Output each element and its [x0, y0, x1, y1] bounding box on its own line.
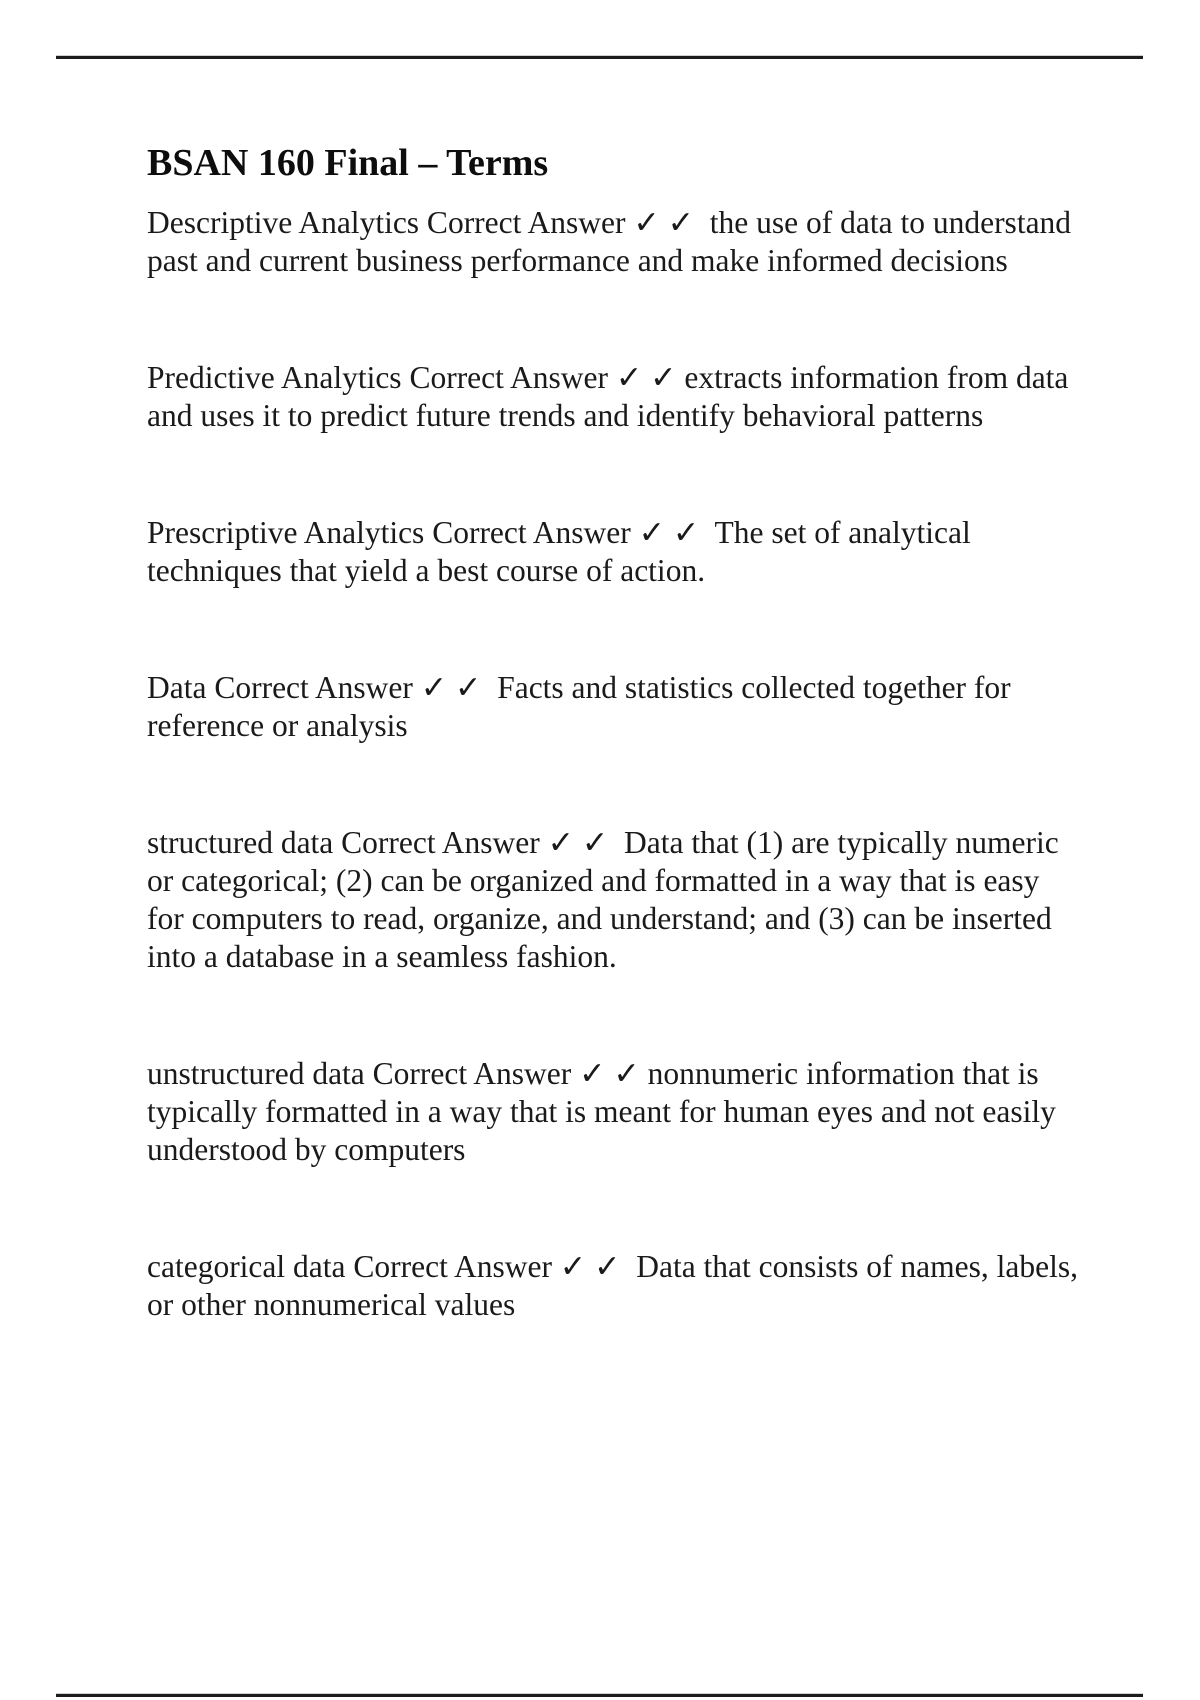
term-definition-line: Prescriptive Analytics Correct Answer ✓ ✓ The set of analytical — [147, 515, 971, 550]
term-definition — [147, 359, 1147, 435]
term-definition-line: Predictive Analytics Correct Answer ✓ ✓ extracts information from data — [147, 360, 1069, 395]
document-content — [147, 140, 1147, 1403]
term-definition-line: or other nonnumerical values — [147, 1287, 516, 1322]
term-definition — [147, 514, 1147, 590]
term-definition — [147, 669, 1147, 745]
terms-list — [147, 204, 1147, 1324]
term-definition-line: unstructured data Correct Answer ✓ ✓ nonnumeric information that is — [147, 1056, 1039, 1091]
page-title: BSAN 160 Final – Terms — [147, 142, 549, 184]
term-definition — [147, 204, 1147, 280]
term-definition-line: and uses it to predict future trends and identify behavioral patterns — [147, 398, 984, 433]
term-definition-line: into a database in a seamless fashion. — [147, 939, 617, 974]
term-definition-line: past and current business performance and make informed decisions — [147, 243, 1008, 278]
term-definition — [147, 1248, 1147, 1324]
term-definition-line: reference or analysis — [147, 708, 408, 743]
term-definition-line: typically formatted in a way that is meant for human eyes and not easily — [147, 1094, 1056, 1129]
term-definition-line: techniques that yield a best course of action. — [147, 553, 706, 588]
term-definition — [147, 1055, 1147, 1169]
term-definition-line: Data Correct Answer ✓ ✓ Facts and statistics collected together for — [147, 670, 1011, 705]
footer-rule — [56, 1694, 1143, 1697]
term-definition-line: for computers to read, organize, and understand; and (3) can be inserted — [147, 901, 1052, 936]
header-rule — [56, 56, 1143, 59]
term-definition-line: understood by computers — [147, 1132, 466, 1167]
term-definition-line: Descriptive Analytics Correct Answer ✓ ✓ the use of data to understand — [147, 205, 1072, 240]
term-definition-line: categorical data Correct Answer ✓ ✓ Data that consists of names, labels, — [147, 1249, 1078, 1284]
term-definition-line: or categorical; (2) can be organized and formatted in a way that is easy — [147, 863, 1040, 898]
term-definition-line: structured data Correct Answer ✓ ✓ Data that (1) are typically numeric — [147, 825, 1059, 860]
term-definition — [147, 824, 1147, 976]
